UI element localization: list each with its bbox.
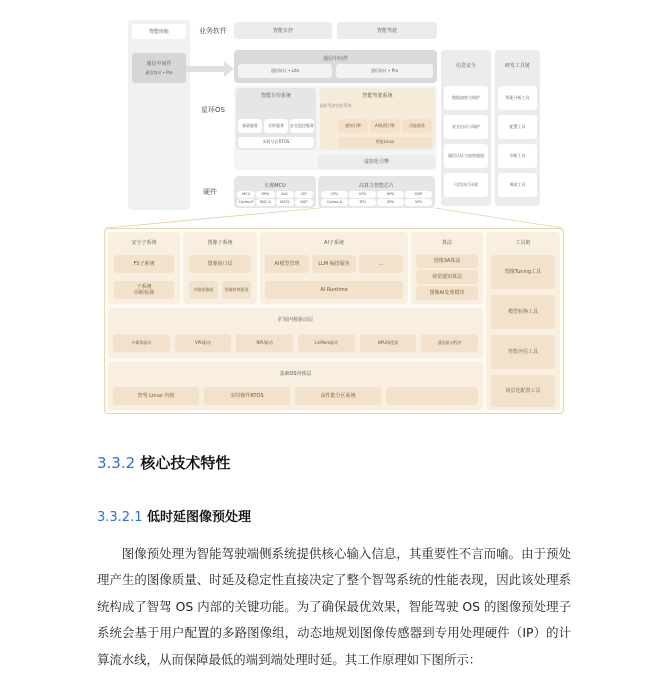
soc-chip: NPU bbox=[377, 191, 404, 198]
section-title: 核心技术特性 bbox=[140, 454, 231, 472]
section-number: 3.3.2 bbox=[97, 454, 136, 472]
ext-kernel-item: LinMem驱动 bbox=[298, 334, 355, 352]
mcu-chip: RISC-V bbox=[256, 199, 274, 206]
security-item: 数据加密与保护 bbox=[444, 86, 488, 110]
security-item: 通信认证与加密通道 bbox=[444, 144, 488, 168]
hypervisor-box: 虚拟化引擎 bbox=[318, 155, 435, 169]
tools-item: 模型转换工具 bbox=[491, 295, 555, 329]
comm-mw-left-box bbox=[132, 53, 186, 83]
ai-item: LLM 编排服务 bbox=[312, 255, 356, 273]
section-heading-332 bbox=[97, 452, 230, 473]
soc-chip: GPU bbox=[349, 191, 376, 198]
ai-item: AI模型管理 bbox=[265, 255, 309, 273]
tools-item: 图像Tuning工具 bbox=[491, 255, 555, 289]
base-item: 高性能分区系统 bbox=[295, 387, 381, 405]
image-item: 图像接口层 bbox=[189, 255, 251, 273]
devtools-item: 智能分析工具 bbox=[498, 86, 537, 110]
soc-chip: DPU bbox=[377, 199, 404, 206]
ai-item: ... bbox=[359, 255, 403, 273]
mcu-chip: NXP bbox=[295, 199, 313, 206]
devtools-item: 配置工具 bbox=[498, 115, 537, 139]
zoom-connector-lines bbox=[100, 206, 570, 230]
ctrl-sys-title: 智能车控系统 bbox=[260, 93, 291, 99]
comm-pro-box: 通信协议 • Pro bbox=[336, 64, 433, 78]
drive-sub-title: 高阶驾驶定时系统 bbox=[319, 103, 352, 108]
drive-item: 感知引擎 bbox=[338, 119, 368, 133]
mcu-chip: GD32 bbox=[276, 199, 294, 206]
soc-chip-grid bbox=[321, 191, 432, 206]
ext-kernel-item: NPU驱动 bbox=[236, 334, 293, 352]
comm-lite-box: 通信协议 • Lite bbox=[238, 64, 332, 78]
base-item: 实时操作RTOS bbox=[204, 387, 290, 405]
ext-kernel-item: VPU驱动 bbox=[175, 334, 232, 352]
algo-item: 图像3A算法 bbox=[416, 254, 478, 268]
layer-os-label: 星环OS bbox=[201, 106, 225, 114]
ext-kernel-item: 通信驱动程序 bbox=[421, 334, 478, 352]
ext-kernel-items bbox=[113, 334, 478, 352]
algo-item: 图像AI处理模块 bbox=[416, 286, 478, 300]
ai-runtime-box: AI Runtime bbox=[265, 281, 403, 299]
mcu-chip: Cortex-R bbox=[238, 200, 254, 205]
ctrl-item: 实时服务 bbox=[264, 119, 288, 133]
arrow-right-icon bbox=[186, 60, 236, 78]
subsection-number: 3.3.2.1 bbox=[97, 510, 143, 525]
body-paragraph: 图像预处理为智能驾驶端侧系统提供核心输入信息，其重要性不言而喻。由于预处理产生的图像质量、时延及稳定性直接决定了整个智驾系统的性能表现，因此该处理系统构成了智驾 OS 内部的关键功能。为了确保最优效果，智能驾驶 OS 的图像预处理子系统会基于用户配置的多路图像组，动态地规划图像传感器到专用处理硬件（IP）的计算流水线，从而保障最低的端到端处理时延。其工作原理如下图所示： bbox=[97, 546, 571, 667]
base-os-title: 基础OS内核层 bbox=[279, 371, 312, 377]
soc-chip: VPU bbox=[405, 199, 432, 206]
subsection-heading-3321 bbox=[97, 506, 251, 525]
tools-item: 性能评估工具 bbox=[491, 335, 555, 369]
tools-item: 场景化配置工具 bbox=[491, 375, 555, 407]
ai-title: AI子系统 bbox=[324, 240, 344, 246]
image-item: 图像转换服务 bbox=[222, 281, 251, 299]
smart-drive-box: 智能驾驶 bbox=[337, 22, 437, 39]
soc-chip: TPU bbox=[349, 199, 376, 206]
comm-mw-left-title: 通信中间件 bbox=[146, 60, 172, 67]
car-apps-box: 智能车控 bbox=[234, 22, 332, 39]
ctrl-item: 基础服务 bbox=[238, 119, 262, 133]
rtos-box: 实时分区RTOS bbox=[238, 137, 314, 148]
mcu-chip: MPU bbox=[256, 191, 274, 198]
security-item: 安全启动与保护 bbox=[444, 115, 488, 139]
drive-item: AI推理引擎 bbox=[370, 119, 400, 133]
safety-item: 子系统 诊断检测 bbox=[114, 281, 174, 299]
drive-item: 功能服务 bbox=[402, 119, 432, 133]
layer-hw-label: 硬件 bbox=[203, 188, 217, 196]
left-column-panel bbox=[128, 20, 190, 210]
ctrl-item: 安全监控服务 bbox=[290, 119, 314, 133]
algo-title: 算法 bbox=[441, 240, 452, 246]
base-item-empty bbox=[386, 387, 478, 405]
soc-chip: Cortex-A bbox=[321, 199, 348, 206]
soc-chip: CPU bbox=[321, 191, 348, 198]
devtools-title: 研发工具链 bbox=[504, 63, 530, 69]
mcu-title: 车规MCU bbox=[264, 183, 286, 189]
mcu-chip: MCU bbox=[237, 191, 255, 198]
soc-chip: DSP bbox=[405, 191, 432, 198]
image-item: 多路图像组 bbox=[189, 281, 218, 299]
devtools-item: 诊断工具 bbox=[498, 144, 537, 168]
safety-title: 安全子系统 bbox=[131, 240, 157, 246]
devtools-item: 调试工具 bbox=[498, 173, 537, 197]
base-item: 智驾 Linux 内核 bbox=[113, 387, 199, 405]
subsection-title: 低时延图像预处理 bbox=[147, 510, 252, 525]
tools-title: 工具链 bbox=[515, 240, 531, 246]
ext-kernel-item: 多媒体驱动 bbox=[113, 334, 170, 352]
mcu-chip: ISP bbox=[295, 191, 313, 198]
drive-sys-title: 智能驾驶系统 bbox=[362, 93, 393, 99]
security-item: 可信执行环境 bbox=[444, 173, 488, 197]
smart-cockpit-box: 智能座舱 bbox=[132, 24, 186, 39]
comm-mw-title: 通信中间件 bbox=[322, 56, 348, 62]
soc-title: 高算力智能芯片 bbox=[358, 183, 394, 189]
comm-mw-left-sub: 通信协议 • Pro bbox=[145, 69, 173, 75]
mcu-chip: SoC bbox=[276, 191, 294, 198]
ext-kernel-title: 扩展内核驱动层 bbox=[277, 317, 313, 323]
mcu-chip-grid bbox=[237, 191, 313, 206]
security-title: 信息安全 bbox=[455, 63, 476, 69]
safety-item: FS子系统 bbox=[114, 255, 174, 273]
ext-kernel-item: NPU调度器 bbox=[360, 334, 417, 352]
algo-item: 视觉感知算法 bbox=[416, 270, 478, 284]
image-title: 图像子系统 bbox=[207, 240, 233, 246]
layer-business-label: 业务软件 bbox=[199, 27, 227, 35]
linux-box: 智能Linux bbox=[338, 137, 432, 148]
